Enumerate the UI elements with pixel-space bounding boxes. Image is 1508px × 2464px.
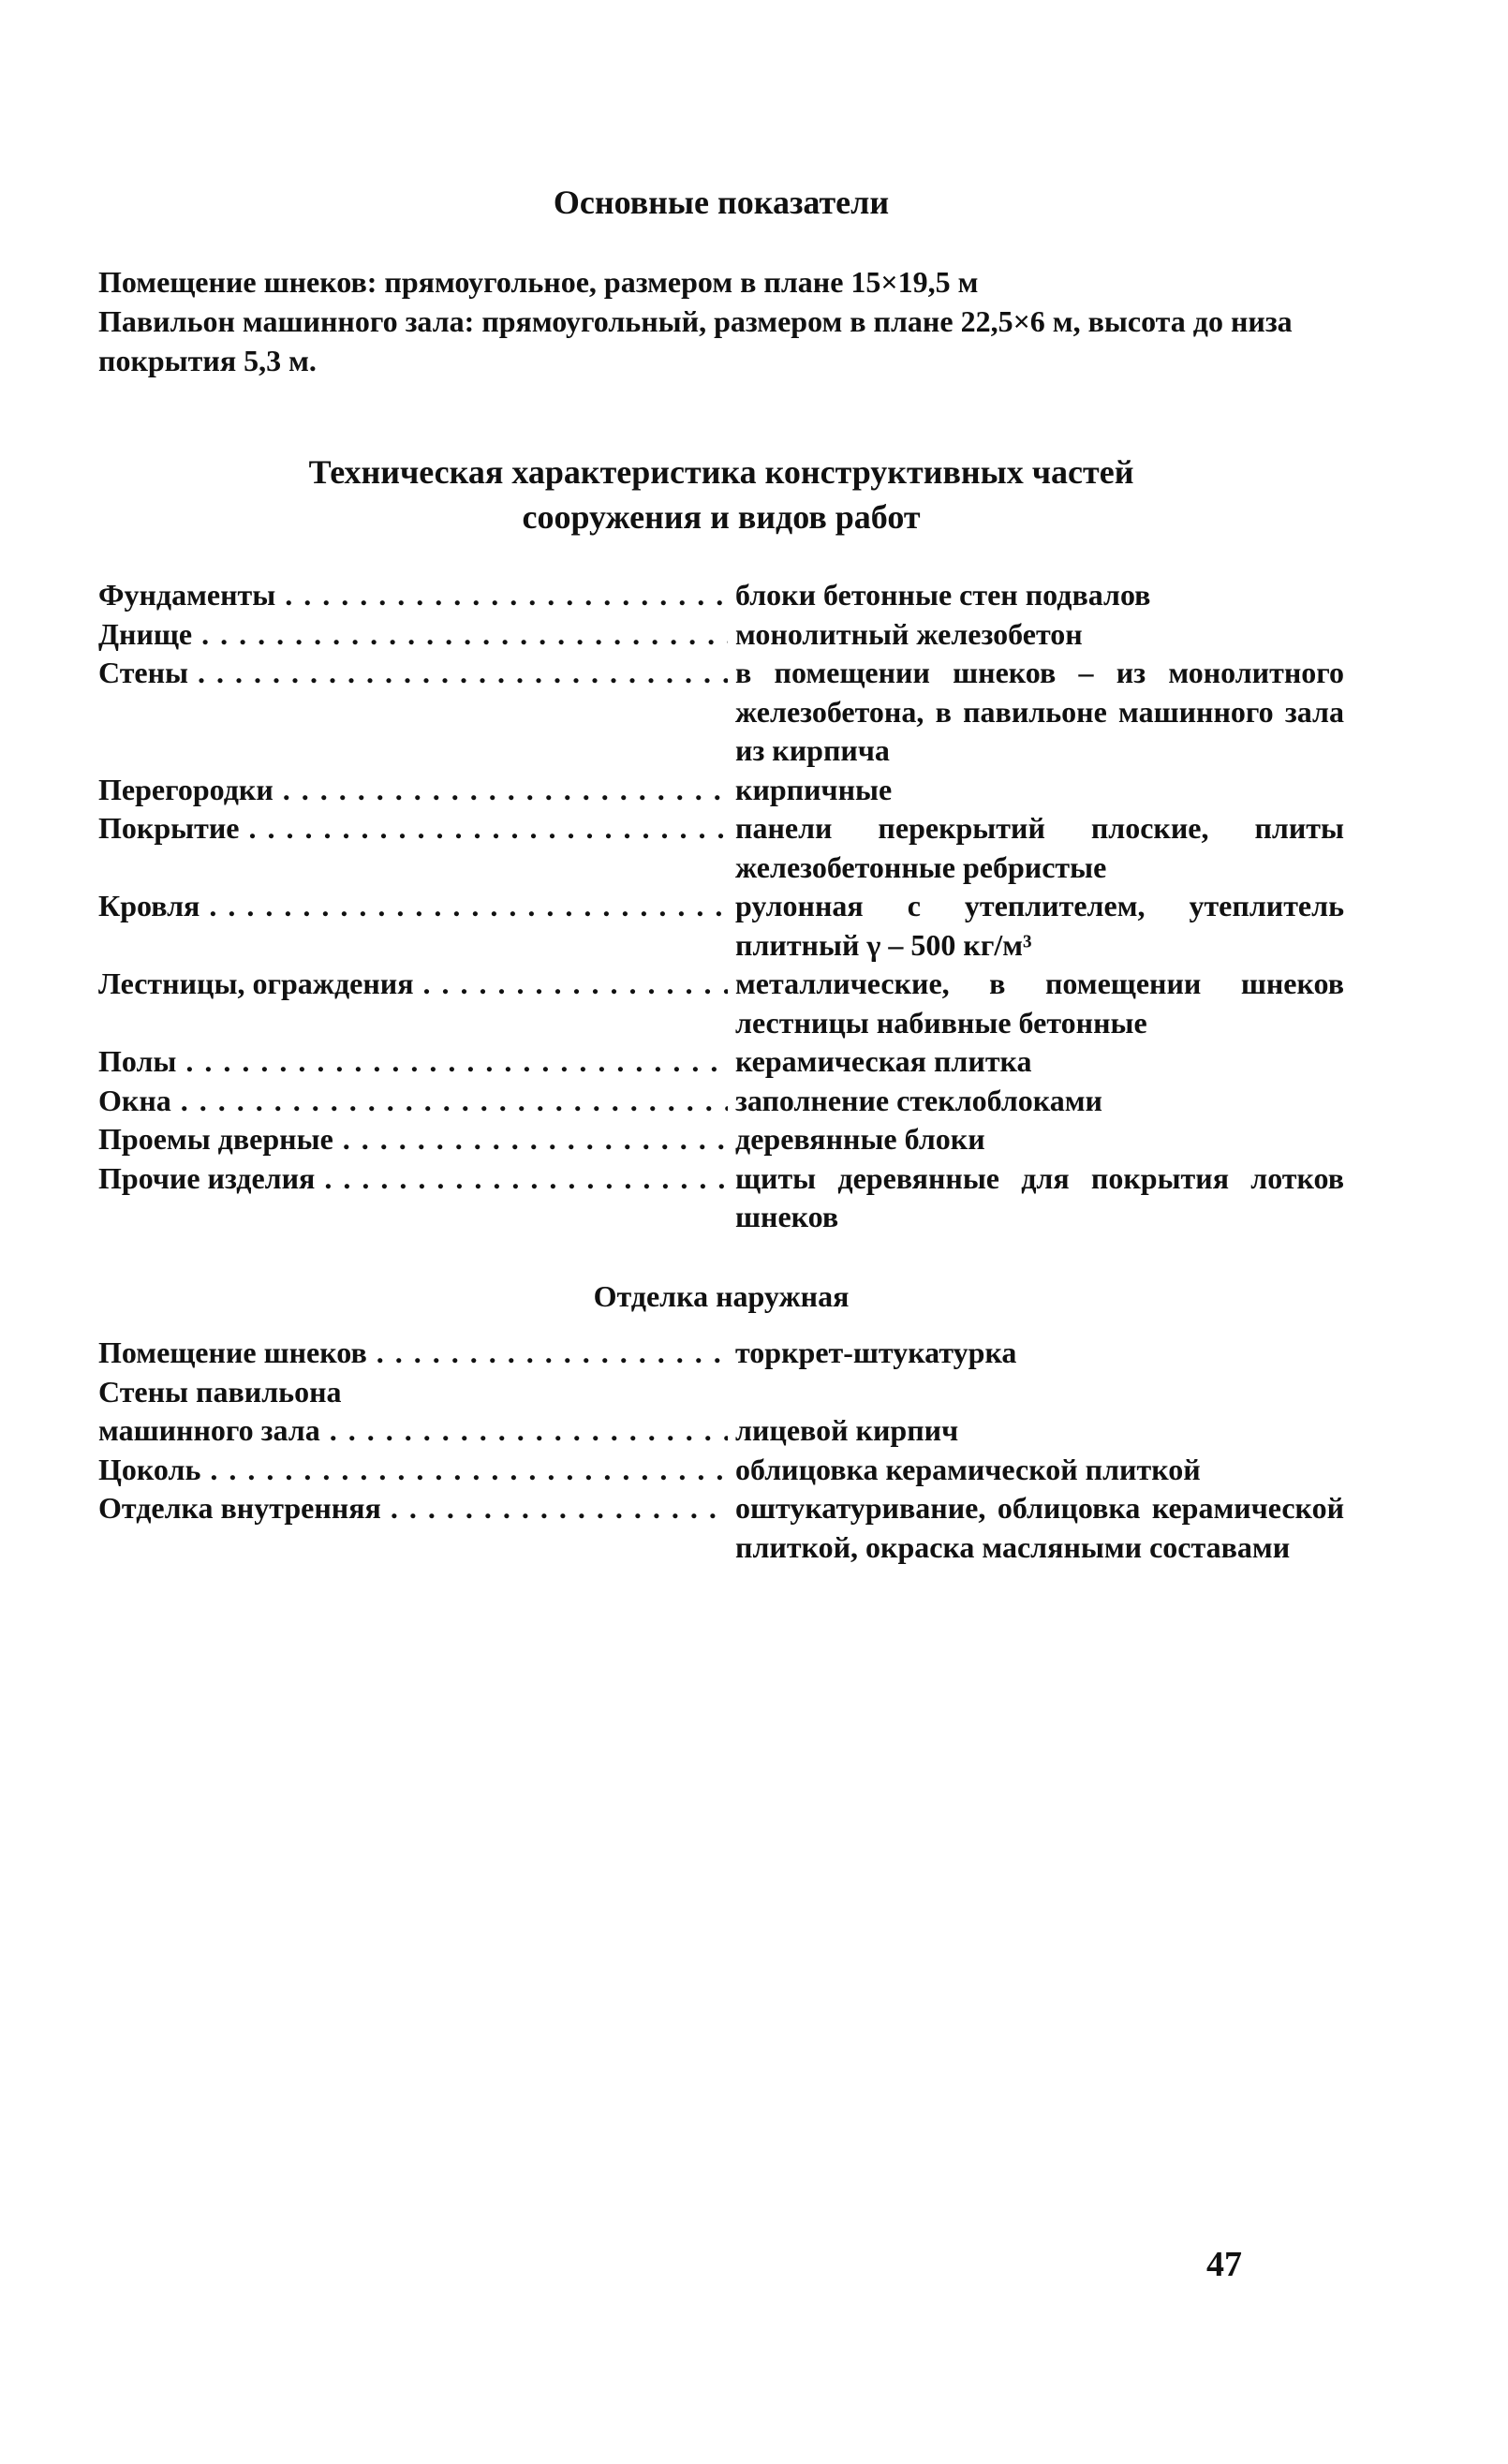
- finish-definition: лицевой кирпич: [735, 1413, 959, 1447]
- leader-dots: [275, 578, 728, 612]
- spec-definition: рулонная с утеплителем, утеплитель плитный γ – 500 кг/м³: [735, 889, 1344, 962]
- leader-dots: [381, 1491, 728, 1525]
- spec-definition: металлические, в помещении шнеков лестницы набивные бетонные: [735, 966, 1344, 1040]
- spec-definition: заполнение стеклоблоками: [735, 1083, 1102, 1117]
- spec-row: [98, 965, 1344, 1042]
- spec-list: [98, 576, 1344, 1237]
- spec-row: [98, 1120, 1344, 1159]
- spec-row: [98, 771, 1344, 810]
- spec-definition: кирпичные: [735, 772, 893, 806]
- finish-definition: оштукатуривание, облицовка керамической плиткой, окраска масляными составами: [735, 1491, 1344, 1564]
- tech-heading-line-1: Техническая характеристика конструктивных частей: [308, 453, 1134, 491]
- tech-heading-line-2: сооружения и видов работ: [522, 498, 921, 536]
- finish-term: Помещение шнеков: [98, 1335, 367, 1369]
- spec-definition: керамическая плитка: [735, 1044, 1032, 1078]
- finish-row: [98, 1334, 1344, 1373]
- spec-row: [98, 1159, 1344, 1237]
- spec-definition: в помещении шнеков – из монолитного железобетона, в павильоне машинного зала из кирпича: [735, 656, 1344, 767]
- spec-row: [98, 1082, 1344, 1121]
- finish-row: [98, 1489, 1344, 1567]
- leader-dots: [367, 1335, 728, 1369]
- main-heading: Основные показатели: [553, 184, 890, 221]
- spec-definition: панели перекрытий плоские, плиты железобетонные ребристые: [735, 811, 1344, 884]
- spec-term: Окна: [98, 1083, 171, 1117]
- finish-term: машинного зала: [98, 1413, 320, 1447]
- leader-dots: [274, 773, 728, 806]
- finish-row: [98, 1451, 1344, 1490]
- spec-term: Перегородки: [98, 772, 274, 806]
- intro-block: [98, 262, 1344, 380]
- spec-term: Фундаменты: [98, 578, 276, 612]
- spec-term: Проемы дверные: [98, 1122, 333, 1156]
- finish-spec-list: [98, 1334, 1344, 1567]
- spec-row: [98, 576, 1344, 615]
- leader-dots: [176, 1044, 728, 1078]
- intro-line-2: Павильон машинного зала: прямоугольный, размером в плане 22,5×6 м, высота до низа покрытия 5,3 м.: [98, 304, 1293, 377]
- finish-term: Стены павильона: [98, 1374, 342, 1409]
- spec-row: [98, 887, 1344, 965]
- spec-term: Днище: [98, 616, 193, 651]
- finish-definition: торкрет-штукатурка: [735, 1335, 1017, 1369]
- leader-dots: [200, 889, 728, 922]
- spec-row: [98, 615, 1344, 655]
- tech-heading: [98, 450, 1344, 539]
- finish-row: [98, 1411, 1344, 1451]
- spec-term: Кровля: [98, 889, 200, 922]
- spec-definition: щиты деревянные для покрытия лотков шнеков: [735, 1160, 1344, 1233]
- leader-dots: [414, 966, 728, 1000]
- finish-term: Отделка внутренняя: [98, 1491, 381, 1525]
- spec-term: Прочие изделия: [98, 1160, 316, 1195]
- leader-dots: [320, 1413, 728, 1447]
- page-number: 47: [1206, 2245, 1242, 2284]
- intro-line-1: Помещение шнеков: прямоугольное, размером в плане 15×19,5 м: [98, 265, 979, 299]
- spec-definition: деревянные блоки: [735, 1122, 985, 1156]
- spec-term: Полы: [98, 1044, 177, 1078]
- finish-row: [98, 1373, 1344, 1412]
- finish-heading: Отделка наружная: [593, 1279, 850, 1313]
- spec-term: Покрытие: [98, 811, 240, 845]
- spec-row: [98, 1042, 1344, 1082]
- finish-definition: облицовка керамической плиткой: [735, 1452, 1201, 1486]
- spec-term: Лестницы, ограждения: [98, 966, 414, 1000]
- spec-row: [98, 654, 1344, 771]
- leader-dots: [315, 1161, 728, 1195]
- spec-row: [98, 809, 1344, 887]
- leader-dots: [188, 656, 728, 689]
- leader-dots: [171, 1084, 728, 1117]
- finish-term: Цоколь: [98, 1452, 201, 1486]
- leader-dots: [200, 1453, 728, 1486]
- leader-dots: [239, 811, 728, 845]
- spec-term: Стены: [98, 656, 189, 689]
- spec-definition: монолитный железобетон: [735, 616, 1083, 651]
- leader-dots: [192, 617, 728, 651]
- spec-definition: блоки бетонные стен подвалов: [735, 578, 1151, 612]
- leader-dots: [333, 1122, 728, 1156]
